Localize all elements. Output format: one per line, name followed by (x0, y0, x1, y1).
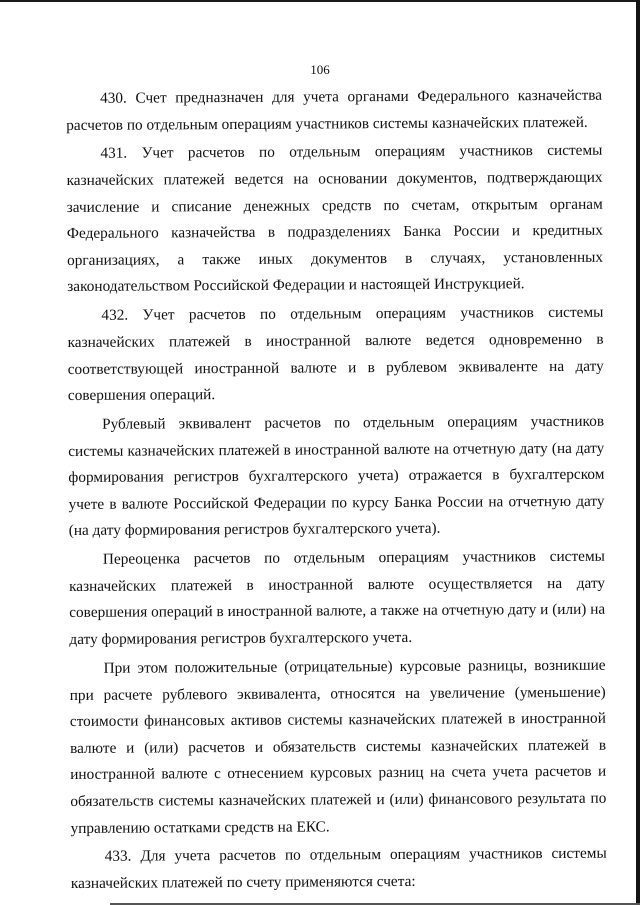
paragraph-exchange-differences: При этом положительные (отрицательные) курсовые разницы, возникшие при расчете рублевого эквивалента, относятся на увеличение (уменьшение) стоимости финансовых активов системы казначейских платежей в иностранной валюте и (или) расчетов и обязательств системы казначейских платежей в иностранной валюте с отнесением курсовых разниц на счета учета расчетов и обязательств системы казначейских платежей и (или) финансового результата по управлению остатками средств на ЕКС. (69, 656, 607, 837)
page-number: 106 (310, 62, 330, 77)
document-body (66, 83, 607, 900)
paragraph-432: 432. Учет расчетов по отдельным операциям участников системы казначейских платежей в иностранной валюте ведется одновременно в соответствующей иностранной валюте и в рублевом эквиваленте на дату совершения операций. (67, 304, 604, 405)
scan-edge-top (0, 0, 640, 2)
paragraph-430: 430. Счет предназначен для учета органами Федерального казначейства расчетов по отдельным операциям участников системы казначейских платежей. (66, 86, 603, 134)
paragraph-431: 431. Учет расчетов по отдельным операциям участников системы казначейских платежей ведется на основании документов, подтверждающих зачисление и списание денежных средств по счетам, открытым органам Федерального казначейства в подразделениях Банка России и кредитных организациях, а также иных документов в случаях, установленных законодательством Российской Федерации и настоящей Инструкцией. (66, 142, 604, 296)
paragraph-433: 433. Для учета расчетов по отдельным операциям участников системы казначейских платежей по счету применяются счета: (70, 845, 607, 892)
paragraph-ruble-equivalent: Рублевый эквивалент расчетов по отдельным операциям участников системы казначейских платежей в иностранной валюте на отчетную дату (на дату формирования регистров бухгалтерского учета) отражается в бухгалтерском учете в валюте Российской Федерации по курсу Банка России на отчетную дату (на дату формирования регистров бухгалтерского учета). (68, 412, 605, 540)
scan-edge-right (636, 0, 640, 905)
paragraph-revaluation: Переоценка расчетов по отдельным операциям участников системы казначейских платежей в иностранной валюте осуществляется на дату совершения операций в иностранной валюте, а также на отчетную дату и (или) на дату формирования регистров бухгалтерского учета. (69, 547, 606, 649)
